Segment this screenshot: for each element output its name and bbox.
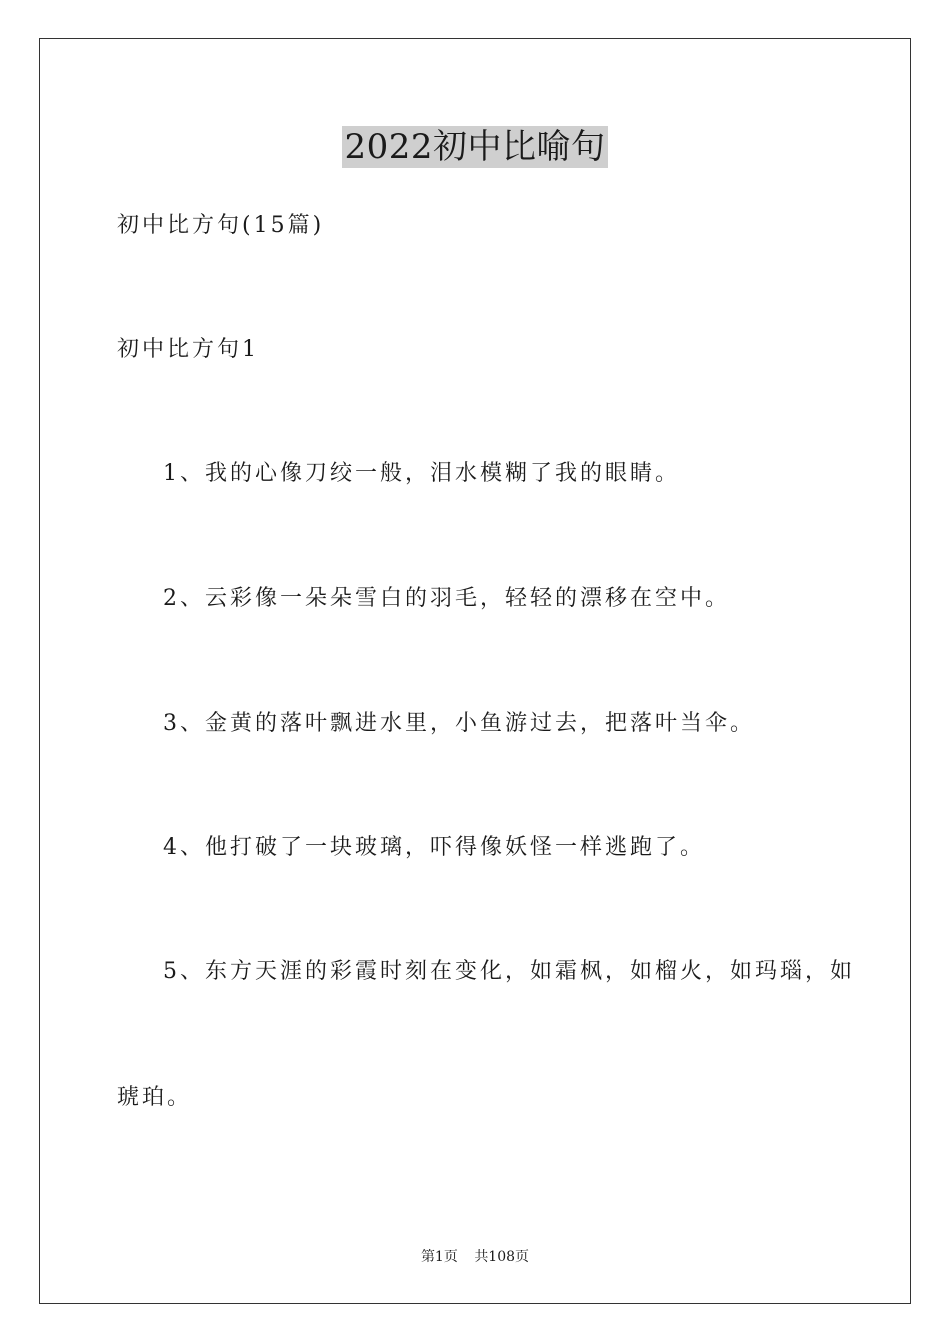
title-container bbox=[0, 126, 950, 168]
list-item-2: 2、云彩像一朵朵雪白的羽毛，轻轻的漂移在空中。 bbox=[163, 586, 730, 611]
list-item-5: 5、东方天涯的彩霞时刻在变化，如霜枫，如榴火，如玛瑙，如 bbox=[163, 959, 855, 984]
list-item-5-continuation: 琥珀。 bbox=[117, 1085, 193, 1110]
page-number-current: 第1页 bbox=[420, 1249, 458, 1265]
page-number-total: 共108页 bbox=[474, 1249, 530, 1265]
list-item-1: 1、我的心像刀绞一般，泪水模糊了我的眼睛。 bbox=[163, 461, 680, 486]
document-subtitle: 初中比方句(15篇) bbox=[117, 213, 325, 238]
document-title: 2022初中比喻句 bbox=[344, 127, 606, 167]
section-heading: 初中比方句1 bbox=[117, 337, 259, 362]
page-footer bbox=[0, 1248, 950, 1266]
list-item-4: 4、他打破了一块玻璃，吓得像妖怪一样逃跑了。 bbox=[163, 835, 705, 860]
list-item-3: 3、金黄的落叶飘进水里，小鱼游过去，把落叶当伞。 bbox=[163, 711, 755, 736]
